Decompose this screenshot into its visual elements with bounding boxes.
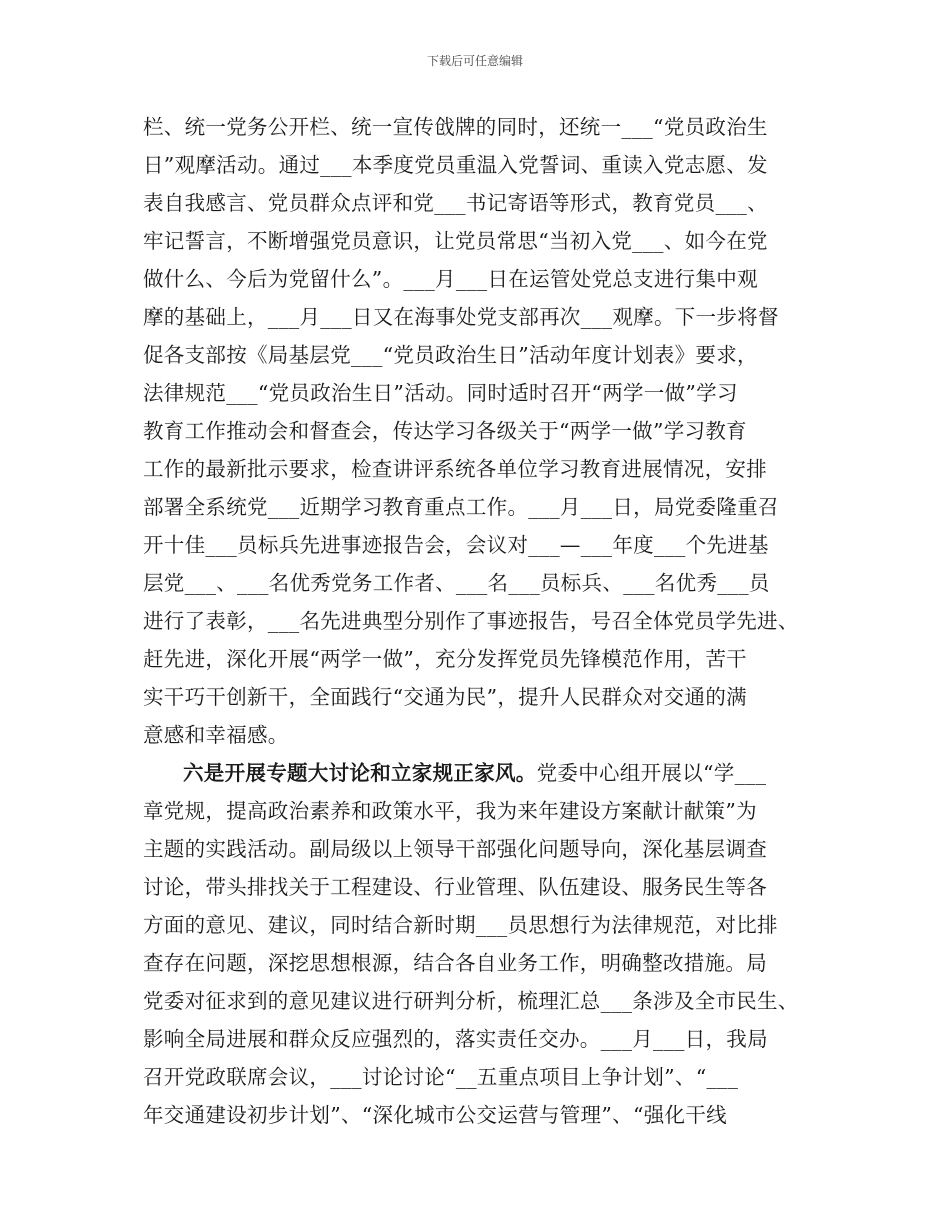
text-line: 教育工作推动会和督查会，传达学习各级关于“两学一做”学习教育 — [143, 419, 747, 443]
text-span: 党委中心组开展以“学___ — [536, 761, 767, 785]
paragraph-1 — [143, 108, 813, 754]
paragraph-2 — [143, 754, 813, 1134]
text-line: 促各支部按《局基层党___“党员政治生日”活动年度计划表》要求， — [143, 343, 758, 367]
text-line: 主题的实践活动。副局级以上领导干部强化问题导向，深化基层调查 — [143, 837, 767, 861]
text-line: 党委对征求到的意见建议进行研判分析，梳理汇总___条涉及全市民生、 — [143, 989, 799, 1013]
text-line: 章党规，提高政治素养和政策水平，我为来年建设方案献计献策”为 — [143, 799, 757, 823]
text-line: 方面的意见、建议，同时结合新时期___员思想行为法律规范，对比排 — [143, 913, 778, 937]
text-line: 牢记誓言，不断增强党员意识，让党员常思“当初入党___、如今在党 — [143, 229, 768, 253]
document-body — [143, 108, 813, 1134]
text-line: 日”观摩活动。通过___本季度党员重温入党誓词、重读入党志愿、发 — [143, 153, 768, 177]
text-line: 部署全系统党___近期学习教育重点工作。___月___日，局党委隆重召 — [143, 495, 779, 519]
text-line: 讨论，带头排找关于工程建设、行业管理、队伍建设、服务民生等各 — [143, 875, 767, 899]
text-line: 法律规范___“党员政治生日”活动。同时适时召开“两学一做”学习 — [143, 381, 738, 405]
paragraph-2-first-line — [143, 754, 813, 792]
text-line: 摩的基础上，___月___日又在海事处党支部再次___观摩。下一步将督 — [143, 305, 779, 329]
text-line: 表自我感言、党员群众点评和党___书记寄语等形式，教育党员___、 — [143, 191, 768, 215]
text-line: 年交通建设初步计划”、“深化城市公交运营与管理”、“强化干线 — [143, 1103, 727, 1127]
page-header: 下载后可任意编辑 — [426, 54, 523, 68]
section-heading: 六是开展专题大讨论和立家规正家风。 — [183, 761, 537, 785]
text-line: 做什么、今后为党留什么”。___月___日在运管处党总支进行集中观 — [143, 267, 758, 291]
text-line: 赶先进，深化开展“两学一做”，充分发挥党员先锋模范作用，苦干 — [143, 647, 747, 671]
text-line: 进行了表彰，___名先进典型分别作了事迹报告，号召全体党员学先进、 — [143, 609, 799, 633]
text-line: 意感和幸福感。 — [143, 723, 289, 747]
text-line: 实干巧干创新干，全面践行“交通为民”，提升人民群众对交通的满 — [143, 685, 747, 709]
text-line: 工作的最新批示要求，检查讲评系统各单位学习教育进展情况，安排 — [143, 457, 767, 481]
text-line: 开十佳___员标兵先进事迹报告会，会议对___—___年度___个先进基 — [143, 533, 769, 557]
text-line: 层党___、___名优秀党务工作者、___名___员标兵、___名优秀___员 — [143, 571, 770, 595]
text-line: 栏、统一党务公开栏、统一宣传戗牌的同时，还统一___“党员政治生 — [143, 115, 768, 139]
text-line: 召开党政联席会议，___讨论讨论“__五重点项目上争计划”、“___ — [143, 1065, 739, 1089]
text-line: 影响全局进展和群众反应强烈的，落实责任交办。___月___日，我局 — [143, 1027, 768, 1051]
text-line: 查存在问题，深挖思想根源，结合各自业务工作，明确整改措施。局 — [143, 951, 767, 975]
